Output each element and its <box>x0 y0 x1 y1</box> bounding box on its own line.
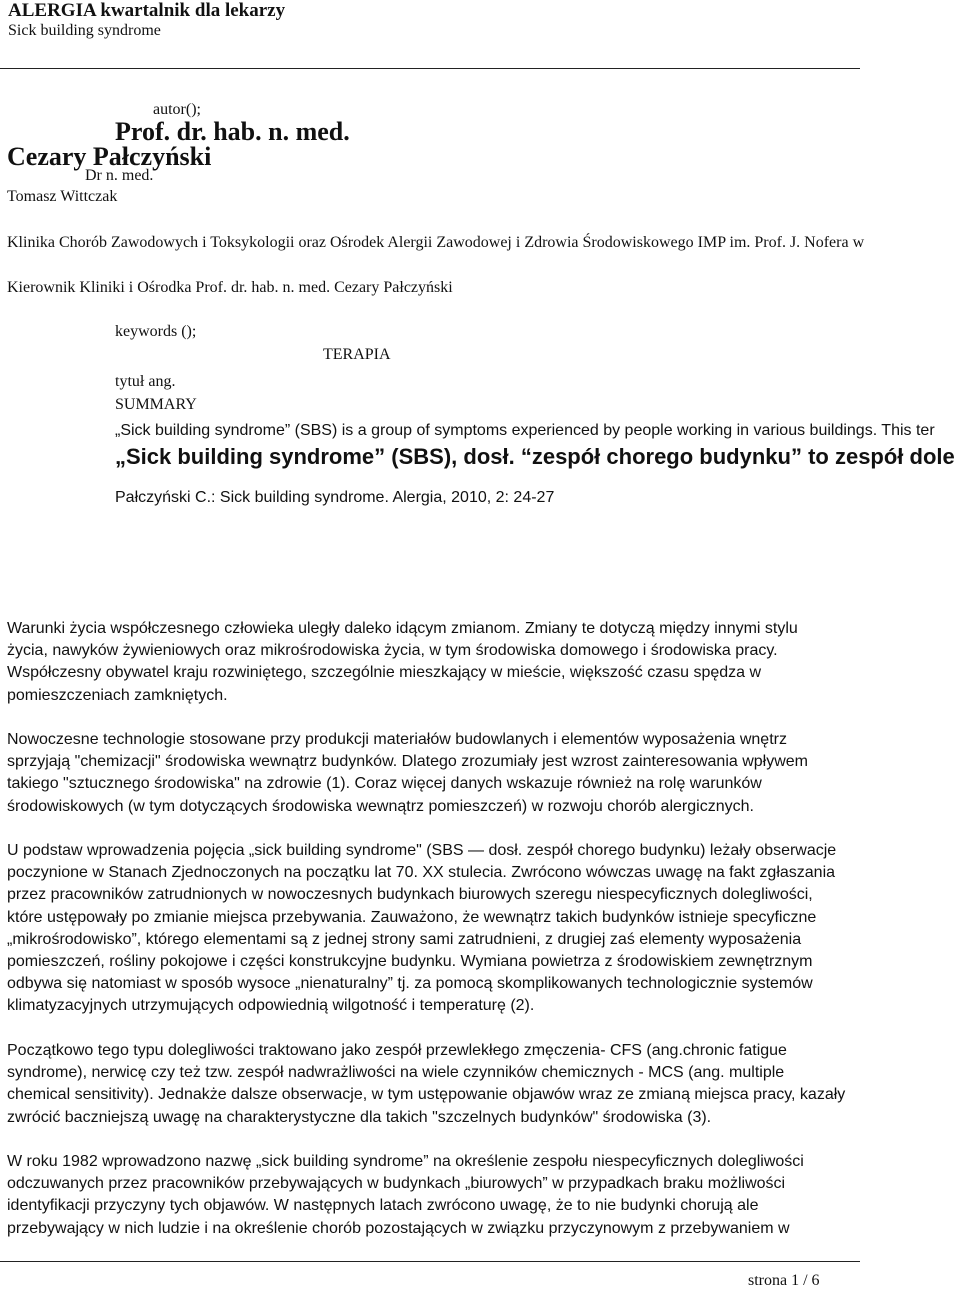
summary-text: „Sick building syndrome” (SBS) is a group of symptoms experienced by people working in various buildings. This ter <box>115 422 935 439</box>
paragraph-line: „mikrośrodowisko”, którego elementami są z jednej strony sami zatrudnieni, z drugiej zaś elementy wyposażenia <box>7 930 802 948</box>
paragraph-line: przebywający w nich ludzie i na określenie chorób pozostających w związku przyczynowym z przebywaniem w <box>7 1219 790 1237</box>
paragraph-line: które ustępowały po zmianie miejsca przebywania. Zauważono, że wewnątrz takich budynków istnieje specyficzne <box>7 908 817 926</box>
paragraph-line: W roku 1982 wprowadzono nazwę „sick building syndrome” na określenie zespołu niespecyficznych dolegliwości <box>7 1153 804 1170</box>
paragraph-line: pomieszczeniach zamkniętych. <box>7 686 228 704</box>
paragraph-line: pomieszczeń, rośliny pokojowe i części konstrukcyjne budynku. Wymiana powietrza z środowiskiem zewnętrznym <box>7 953 813 971</box>
header-divider <box>0 68 860 69</box>
section-label: TERAPIA <box>323 346 391 363</box>
paragraph-line: życia, nawyków żywieniowych oraz mikrośrodowiska życia, w tym środowiska domowego i środowiska pracy. <box>7 642 778 660</box>
polish-title: „Sick building syndrome” (SBS), dosł. “zespół chorego budynku” to zespół dole <box>115 444 955 469</box>
body-paragraph-4 <box>7 1040 867 1129</box>
english-title-label: tytuł ang. <box>115 373 176 390</box>
citation: Pałczyński C.: Sick building syndrome. Alergia, 2010, 2: 24-27 <box>115 489 555 506</box>
body-paragraph-1 <box>7 618 867 707</box>
author1-title: Prof. dr. hab. n. med. <box>115 117 350 146</box>
paragraph-line: U podstaw wprowadzenia pojęcia „sick building syndrome" (SBS — dosł. zespół chorego budynku) leżały obserwacje <box>7 842 837 859</box>
paragraph-line: Początkowo tego typu dolegliwości traktowano jako zespół przewlekłego zmęczenia- CFS (ang.chronic fatigue <box>7 1042 787 1059</box>
paragraph-line: poczynione w Stanach Zjednoczonych na początku lat 70. XX stulecia. Zwrócono wówczas uwagę na fakt zgłaszania <box>7 864 836 882</box>
header-subtitle: Sick building syndrome <box>8 22 161 39</box>
body-paragraph-3 <box>7 840 867 1018</box>
paragraph-line: odczuwanych przez pracowników przebywających w budynkach „biurowych” w przypadkach braku możliwości <box>7 1175 786 1193</box>
paragraph-line: chemical sensitivity). Jednakże dalsze obserwacje, w tym ustępowanie objawów wraz ze zmianą miejsca pracy, kazały <box>7 1086 846 1104</box>
keywords-label: keywords (); <box>115 323 197 340</box>
author1-name: Cezary Pałczyński <box>7 142 212 171</box>
summary-label: SUMMARY <box>115 396 197 413</box>
paragraph-line: Nowoczesne technologie stosowane przy produkcji materiałów budowlanych i elementów wyposażenia wnętrz <box>7 731 787 748</box>
paragraph-line: Warunki życia współczesnego człowieka uległy daleko idącym zmianom. Zmiany te dotyczą między innymi stylu <box>7 620 798 637</box>
affiliation: Klinika Chorób Zawodowych i Toksykologii oraz Ośrodek Alergii Zawodowej i Zdrowia Środowiskowego IMP im. Prof. J. Nofera w <box>7 234 865 251</box>
paragraph-line: syndrome), nerwicę czy też tzw. zespół nadwrażliwości na wiele czynników chemicznych - MCS (ang. multiple <box>7 1064 785 1082</box>
author2-title: Dr n. med. <box>85 167 154 184</box>
page-number: strona 1 / 6 <box>748 1272 820 1289</box>
paragraph-line: przez pracowników zatrudnionych w nowoczesnych budynkach biurowych szeregu niespecyficznych dolegliwości, <box>7 886 813 904</box>
paragraph-line: identyfikacji przyczyny tych objawów. W następnych latach zwrócono uwagę, że to nie budynki chorują ale <box>7 1197 759 1215</box>
paragraph-line: środowiskowych (w tym dotyczących środowiska wewnątrz pomieszczeń) w rozwoju chorób alergicznych. <box>7 797 754 815</box>
paragraph-line: takiego "sztucznego środowiska" na zdrowie (1). Coraz więcej danych wskazuje również na rolę warunków <box>7 775 762 793</box>
paragraph-line: Współczesny obywatel kraju rozwiniętego, szczególnie mieszkający w mieście, większość czasu spędza w <box>7 664 762 682</box>
body-paragraph-2 <box>7 729 867 818</box>
paragraph-line: odbywa się natomiast w sposób wysoce „nienaturalny” tj. za pomocą skomplikowanych technologicznie systemów <box>7 975 813 993</box>
author-function-label: autor(); <box>153 101 201 118</box>
body-paragraph-5 <box>7 1151 867 1240</box>
paragraph-line: klimatyzacyjnych utrzymujących odpowiednią wilgotność i temperaturę (2). <box>7 997 535 1015</box>
paragraph-line: zwrócić baczniejszą uwagę na charakterystyczne dla takich "szczelnych budynków" środowiska (3). <box>7 1108 712 1126</box>
footer-divider <box>0 1261 860 1262</box>
author2-name: Tomasz Wittczak <box>7 188 118 205</box>
paragraph-line: sprzyjają "chemizacji" środowiska wewnątrz budynków. Dlatego zrozumiały jest wzrost zainteresowania wpływem <box>7 753 808 771</box>
journal-title: ALERGIA kwartalnik dla lekarzy <box>8 0 286 21</box>
head-of-clinic: Kierownik Kliniki i Ośrodka Prof. dr. hab. n. med. Cezary Pałczyński <box>7 279 453 296</box>
